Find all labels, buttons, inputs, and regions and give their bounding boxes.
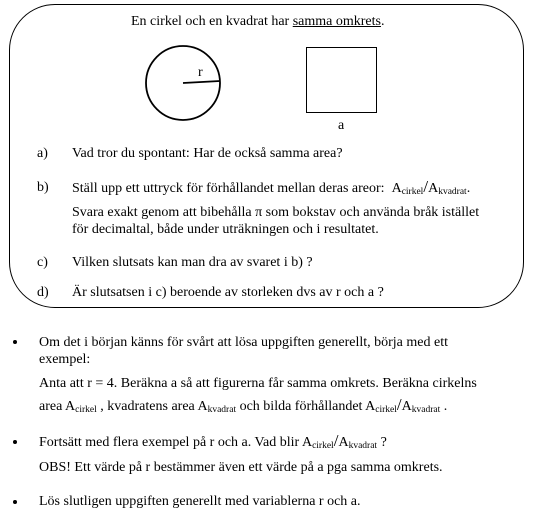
hint-2-question: ?: [377, 435, 387, 450]
ratio-slash: /: [396, 395, 402, 414]
circle-radius-label: r: [198, 65, 203, 80]
question-b-text: [72, 178, 470, 199]
title-period: .: [380, 14, 385, 29]
ratio-text: och bilda förhållandet A: [236, 399, 376, 414]
square-shape: [306, 47, 377, 113]
circle-figure: [141, 44, 231, 130]
question-b-note-line2: för decimaltal, både under uträkningen och i resultatet.: [72, 222, 379, 237]
area-circle-label: area A: [39, 399, 76, 414]
title-underlined: samma omkrets: [292, 14, 381, 29]
hint-1-para-line1: Anta att r = 4. Beräkna a så att figurerna får samma omkrets. Beräkna cirkelns: [39, 376, 477, 391]
question-c-text: Vilken slutsats kan man dra av svaret i b) ?: [72, 255, 313, 270]
title-text: En cirkel och en kvadrat har: [131, 14, 293, 29]
question-c-letter: c): [37, 255, 48, 270]
hint-2-slash: /: [333, 431, 339, 450]
area-square-sub: kvadrat: [207, 405, 237, 415]
question-b-note-line1: Svara exakt genom att bibehålla π som bokstav och använda bråk istället: [72, 205, 480, 220]
ratio-slash: /: [423, 177, 429, 196]
bullet-hint-2: [13, 440, 17, 444]
ratio-den-sub: kvadrat: [411, 405, 441, 415]
square-side-label: a: [338, 118, 345, 133]
question-d-letter: d): [37, 285, 49, 300]
hint-2-sub1: cirkel: [312, 441, 334, 451]
ratio-denominator-sub: kvadrat: [438, 187, 467, 197]
ratio-period: .: [466, 181, 471, 196]
ratio-den: A: [401, 399, 412, 414]
bullet-hint-3: [13, 500, 17, 504]
hint-3-text: Lös slutligen uppgiften generellt med variablerna r och a.: [39, 494, 361, 509]
ratio-numerator-sub: cirkel: [401, 187, 424, 197]
hint-2-text: Fortsätt med flera exempel på r och a. Vad blir A: [39, 435, 313, 450]
hint-1-line2: exempel:: [39, 352, 91, 367]
area-circle-sub: cirkel: [75, 405, 97, 415]
question-a-text: Vad tror du spontant: Har de också samma area?: [72, 146, 343, 161]
circle-radius-line: [183, 81, 220, 83]
hint-2-sub2: kvadrat: [348, 441, 378, 451]
bullet-hint-1: [13, 340, 17, 344]
ratio-num-sub: cirkel: [375, 405, 397, 415]
area-square-label: , kvadratens area A: [96, 399, 208, 414]
question-b-main: Ställ upp ett uttryck för förhållandet mellan deras areor:: [72, 181, 385, 196]
hint-1-line1: Om det i början känns för svårt att lösa uppgiften generellt, börja med ett: [39, 335, 448, 350]
ratio-period: .: [440, 399, 448, 414]
hint-2-den: A: [338, 435, 349, 450]
task-title: [131, 13, 384, 30]
question-d-text: Är slutsatsen i c) beroende av storleken dvs av r och a ?: [72, 285, 384, 300]
hint-2-obs: OBS! Ett värde på r bestämmer även ett värde på a pga samma omkrets.: [39, 460, 443, 475]
question-b-letter: b): [37, 180, 49, 195]
ratio-denominator: A: [428, 181, 439, 196]
ratio-numerator: A: [391, 181, 402, 196]
question-a-letter: a): [37, 146, 48, 161]
hint-1-para-line2: [39, 396, 447, 417]
hint-2-line1: [39, 432, 387, 453]
